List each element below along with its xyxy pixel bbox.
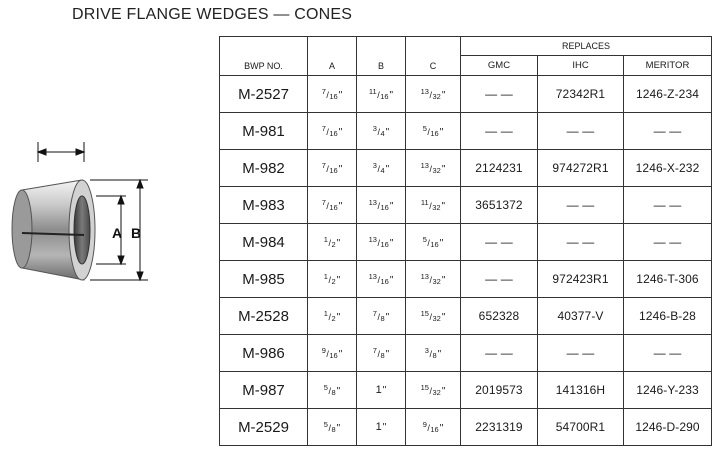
dim-c-cell: $^9/_{16}$" xyxy=(406,409,461,446)
gmc-cell: — — xyxy=(461,76,538,113)
dim-a-cell: $^7/_{16}$" xyxy=(308,187,357,224)
meritor-cell: 1246-D-290 xyxy=(624,409,712,446)
col-header-a-label: A xyxy=(328,61,335,71)
table-row xyxy=(220,372,712,409)
part-number-cell: M-981 xyxy=(220,113,308,150)
dim-b-cell: $^{13}/_{16}$" xyxy=(357,224,406,261)
spec-table-body xyxy=(220,76,712,446)
ihc-cell: 974272R1 xyxy=(538,150,624,187)
col-header-a xyxy=(308,37,357,76)
dim-b-cell: $^7/_8$" xyxy=(357,335,406,372)
gmc-cell: — — xyxy=(461,224,538,261)
gmc-cell: 2231319 xyxy=(461,409,538,446)
part-number-cell: M-984 xyxy=(220,224,308,261)
table-row xyxy=(220,335,712,372)
part-number-cell: M-986 xyxy=(220,335,308,372)
dim-b-cell: $^{13}/_{16}$" xyxy=(357,187,406,224)
part-number-cell: M-983 xyxy=(220,187,308,224)
dim-a-cell: $^5/_8$" xyxy=(308,409,357,446)
dim-a-cell: $^7/_{16}$" xyxy=(308,113,357,150)
part-number-cell: M-987 xyxy=(220,372,308,409)
dim-c-cell: $^{13}/_{32}$" xyxy=(406,76,461,113)
dim-a-cell: $^1/_2$" xyxy=(308,298,357,335)
ihc-cell: — — xyxy=(538,224,624,261)
col-header-bwp-label: BWP NO. xyxy=(244,61,283,71)
table-row xyxy=(220,409,712,446)
dim-a-cell: $^1/_2$" xyxy=(308,261,357,298)
part-number-cell: M-2529 xyxy=(220,409,308,446)
part-number-cell: M-2528 xyxy=(220,298,308,335)
ihc-cell: 54700R1 xyxy=(538,409,624,446)
dim-c-cell: $^5/_{16}$" xyxy=(406,224,461,261)
col-header-meritor: MERITOR xyxy=(624,56,712,76)
part-number-cell: M-2527 xyxy=(220,76,308,113)
cone-wedge-icon xyxy=(12,180,95,280)
ihc-cell: 72342R1 xyxy=(538,76,624,113)
part-number-cell: M-982 xyxy=(220,150,308,187)
ihc-cell: 141316H xyxy=(538,372,624,409)
dim-c-cell: $^{13}/_{32}$" xyxy=(406,261,461,298)
gmc-cell: — — xyxy=(461,335,538,372)
table-row xyxy=(220,76,712,113)
col-header-b xyxy=(357,37,406,76)
dim-c-cell: $^{15}/_{32}$" xyxy=(406,298,461,335)
col-header-b-label: B xyxy=(377,61,384,71)
table-row xyxy=(220,298,712,335)
table-row xyxy=(220,113,712,150)
dim-c-cell: $^{15}/_{32}$" xyxy=(406,372,461,409)
dimension-a-label: A xyxy=(112,225,123,241)
ihc-cell: — — xyxy=(538,187,624,224)
meritor-cell: 1246-Y-233 xyxy=(624,372,712,409)
col-header-bwp xyxy=(220,37,308,76)
table-row xyxy=(220,261,712,298)
dim-c-cell: $^3/_8$" xyxy=(406,335,461,372)
ihc-cell: — — xyxy=(538,113,624,150)
header-row-top xyxy=(220,37,712,56)
table-row xyxy=(220,224,712,261)
meritor-cell: — — xyxy=(624,224,712,261)
gmc-cell: — — xyxy=(461,113,538,150)
gmc-cell: — — xyxy=(461,261,538,298)
gmc-cell: 2124231 xyxy=(461,150,538,187)
meritor-cell: — — xyxy=(624,187,712,224)
cone-wedge-diagram xyxy=(0,140,170,310)
dim-b-cell: $^3/_4$" xyxy=(357,113,406,150)
gmc-cell: 3651372 xyxy=(461,187,538,224)
dim-a-cell: $^5/_8$" xyxy=(308,372,357,409)
spec-table xyxy=(219,36,712,446)
meritor-cell: — — xyxy=(624,335,712,372)
dim-b-cell: $^7/_8$" xyxy=(357,298,406,335)
meritor-cell: — — xyxy=(624,113,712,150)
meritor-cell: 1246-T-306 xyxy=(624,261,712,298)
gmc-cell: 652328 xyxy=(461,298,538,335)
table-row xyxy=(220,150,712,187)
col-header-replaces: REPLACES xyxy=(461,37,712,56)
dim-c-cell: $^{13}/_{32}$" xyxy=(406,150,461,187)
col-header-ihc: IHC xyxy=(538,56,624,76)
gmc-cell: 2019573 xyxy=(461,372,538,409)
dim-c-cell: $^{11}/_{32}$" xyxy=(406,187,461,224)
meritor-cell: 1246-Z-234 xyxy=(624,76,712,113)
dim-c-cell: $^5/_{16}$" xyxy=(406,113,461,150)
dim-b-cell: 1" xyxy=(357,409,406,446)
dimension-c-marker xyxy=(38,142,84,162)
part-number-cell: M-985 xyxy=(220,261,308,298)
dim-a-cell: $^1/_2$" xyxy=(308,224,357,261)
page-title: DRIVE FLANGE WEDGES — CONES xyxy=(72,6,353,23)
ihc-cell: 972423R1 xyxy=(538,261,624,298)
dim-b-cell: $^{11}/_{16}$" xyxy=(357,76,406,113)
dim-b-cell: 1" xyxy=(357,372,406,409)
dim-a-cell: $^7/_{16}$" xyxy=(308,76,357,113)
dim-a-cell: $^7/_{16}$" xyxy=(308,150,357,187)
ihc-cell: 40377-V xyxy=(538,298,624,335)
meritor-cell: 1246-B-28 xyxy=(624,298,712,335)
meritor-cell: 1246-X-232 xyxy=(624,150,712,187)
dim-a-cell: $^9/_{16}$" xyxy=(308,335,357,372)
dim-b-cell: $^{13}/_{16}$" xyxy=(357,261,406,298)
ihc-cell: — — xyxy=(538,335,624,372)
dimension-b-label: B xyxy=(131,225,142,241)
col-header-c xyxy=(406,37,461,76)
col-header-c-label: C xyxy=(429,61,437,71)
table-row xyxy=(220,187,712,224)
dim-b-cell: $^3/_4$" xyxy=(357,150,406,187)
col-header-gmc: GMC xyxy=(461,56,538,76)
